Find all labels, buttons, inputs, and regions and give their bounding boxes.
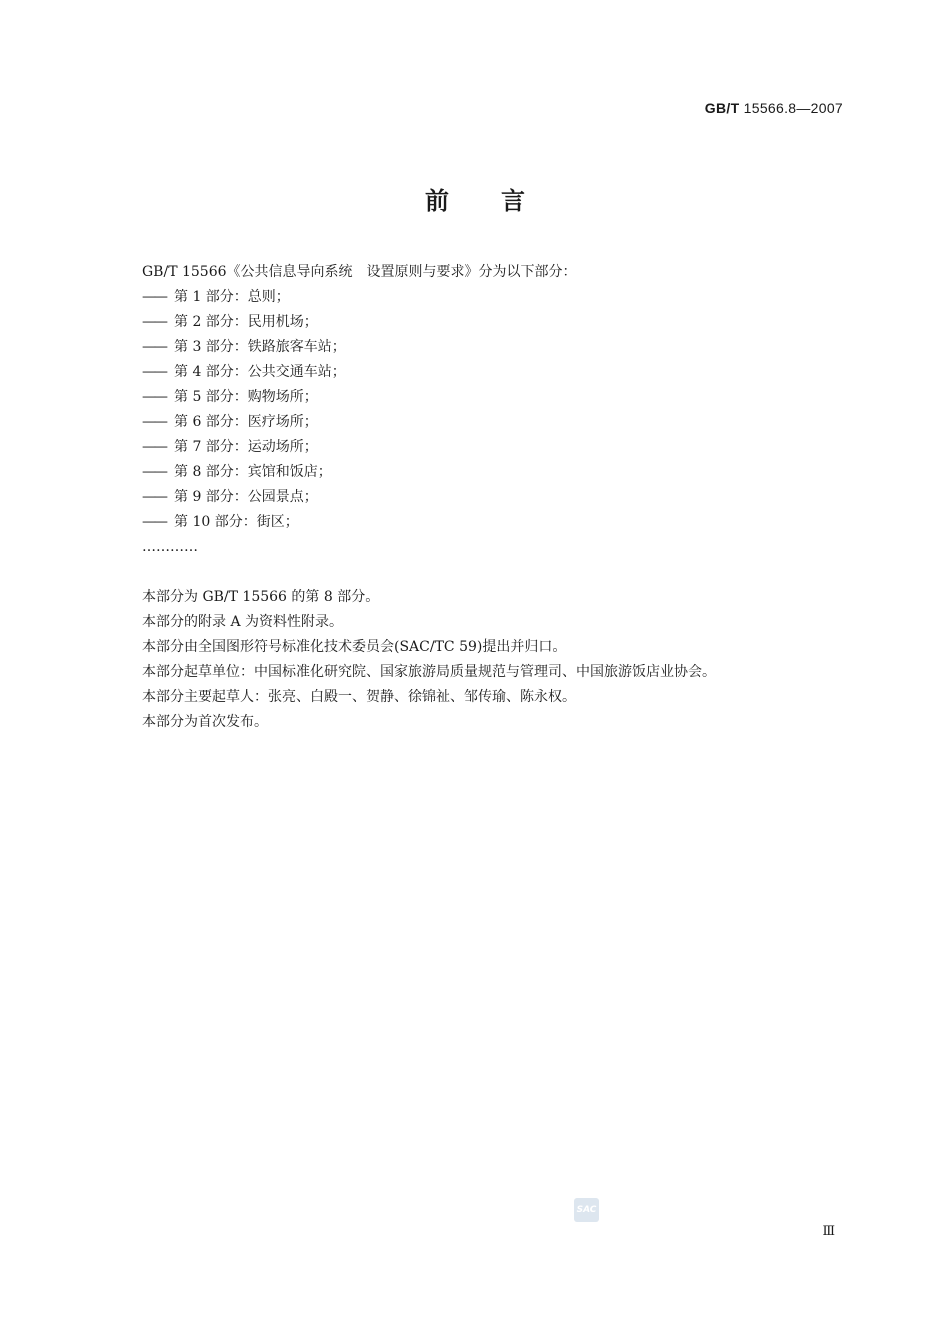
standard-code xyxy=(705,100,843,116)
part-label: 第 8 部分：宾馆和饭店； xyxy=(174,464,332,480)
standard-prefix: GB/T xyxy=(704,100,740,116)
dash-mark: —— xyxy=(142,514,166,530)
list-item xyxy=(142,385,842,410)
dash-mark: —— xyxy=(142,364,166,380)
list-item xyxy=(142,460,842,485)
part-label: 第 10 部分：街区； xyxy=(174,514,299,530)
part-label: 第 2 部分：民用机场； xyxy=(174,314,318,330)
dash-mark: —— xyxy=(142,464,166,480)
part-label: 第 4 部分：公共交通车站； xyxy=(174,364,346,380)
part-label: 第 1 部分：总则； xyxy=(174,289,290,305)
standard-number: 15566.8—2007 xyxy=(743,100,843,116)
list-item xyxy=(142,360,842,385)
dash-mark: —— xyxy=(142,339,166,355)
dash-mark: —— xyxy=(142,389,166,405)
dash-mark: —— xyxy=(142,289,166,305)
list-item xyxy=(142,285,842,310)
paragraph: 本部分的附录 A 为资料性附录。 xyxy=(142,614,344,630)
paragraph: 本部分为首次发布。 xyxy=(142,714,268,730)
paragraph-gap xyxy=(142,560,842,585)
dash-mark: —— xyxy=(142,314,166,330)
dash-mark: —— xyxy=(142,414,166,430)
list-item xyxy=(142,310,842,335)
list-item xyxy=(142,410,842,435)
part-label: 第 3 部分：铁路旅客车站； xyxy=(174,339,346,355)
list-item xyxy=(142,510,842,535)
part-label: 第 7 部分：运动场所； xyxy=(174,439,318,455)
dash-mark: —— xyxy=(142,489,166,505)
part-label: 第 6 部分：医疗场所； xyxy=(174,414,318,430)
page-title: 前言 xyxy=(425,187,577,215)
paragraph: 本部分为 GB/T 15566 的第 8 部分。 xyxy=(142,589,380,605)
list-item xyxy=(142,485,842,510)
intro-line: GB/T 15566《公共信息导向系统 设置原则与要求》分为以下部分： xyxy=(142,264,577,280)
paragraph: 本部分起草单位：中国标准化研究院、国家旅游局质量规范与管理司、中国旅游饭店业协会。 xyxy=(142,664,716,680)
page-number: Ⅲ xyxy=(822,1224,835,1239)
part-label: 第 9 部分：公园景点； xyxy=(174,489,318,505)
list-ellipsis: ………… xyxy=(142,539,198,555)
paragraph: 本部分由全国图形符号标准化技术委员会(SAC/TC 59)提出并归口。 xyxy=(142,639,567,655)
list-item xyxy=(142,435,842,460)
foreword-body xyxy=(142,260,842,735)
sac-watermark-logo: SAC xyxy=(574,1198,599,1222)
paragraph: 本部分主要起草人：张亮、白殿一、贺静、徐锦祉、邹传瑜、陈永权。 xyxy=(142,689,576,705)
part-label: 第 5 部分：购物场所； xyxy=(174,389,318,405)
list-item xyxy=(142,335,842,360)
dash-mark: —— xyxy=(142,439,166,455)
